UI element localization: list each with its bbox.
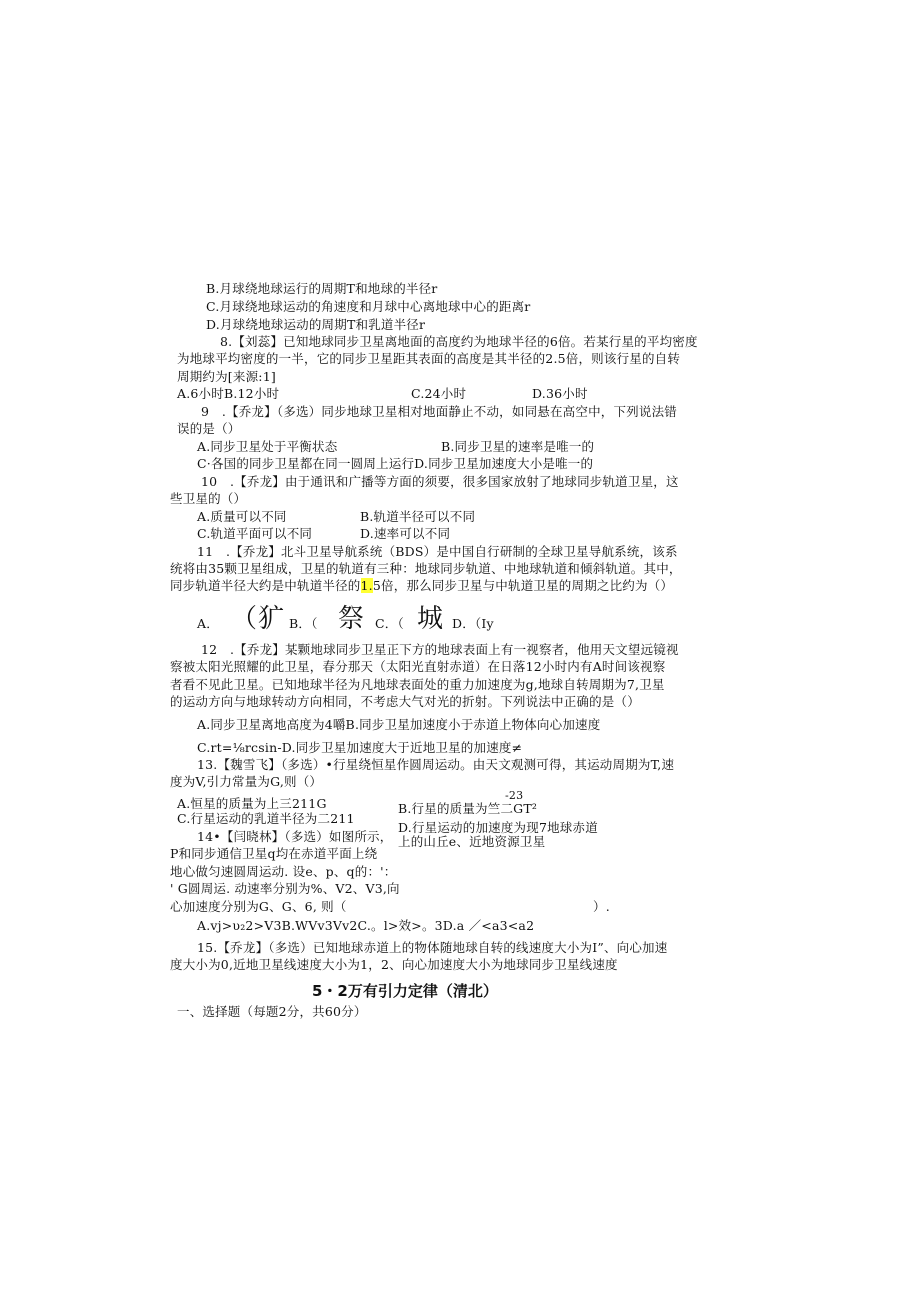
q15-line-2: 度大小为0,近地卫星线速度大小为1，2、向心加速度大小为地球同步卫星线速度 bbox=[170, 957, 618, 972]
q8-option-c: C.24小时 bbox=[411, 386, 467, 401]
q11-option-c-label: C．（ bbox=[375, 616, 404, 631]
q9-options-cd: C·各国的同步卫星都在同一圆周上运行D.同步卫星加速度大小是唯一的 bbox=[197, 456, 594, 471]
q14-line-5-end: ）. bbox=[593, 899, 610, 914]
q12-options-cd: C.rt=⅛rcsin-D.同步卫星加速度大于近地卫星的加速度≠ bbox=[197, 740, 523, 755]
q7-option-c: C.月球绕地球运动的角速度和月球中心离地球中心的距离r bbox=[206, 299, 531, 314]
q11-option-b-label: B．（ bbox=[289, 616, 318, 631]
q12-line-1: 12 .【乔龙】某颗地球同步卫星正下方的地球表面上有一视察者，他用天文望远镜视 bbox=[201, 642, 679, 657]
q14-line-5: 心加速度分别为G、G、6, 则（ bbox=[170, 899, 347, 914]
q13-superscript: -23 bbox=[505, 789, 524, 802]
q11-option-a-formula: （犷 bbox=[231, 604, 286, 634]
q11-line-3: 同步轨道半径大约是中轨道半径的1.5倍，那么同步卫星与中轨道卫星的周期之比约为（） bbox=[170, 578, 674, 593]
q13-option-d-line-1: D.行星运动的加速度为现7地球赤道 bbox=[398, 820, 598, 835]
q10-option-c: C.轨道平面可以不同 bbox=[197, 526, 313, 541]
q11-option-d: D．（Iy bbox=[452, 616, 494, 631]
q10-line-1: 10 .【乔龙】由于通讯和广播等方面的须要，很多国家放射了地球同步轨道卫星，这 bbox=[201, 474, 679, 489]
highlighted-text: 1. bbox=[360, 578, 373, 593]
q13-option-c: C.行星运动的乳道半径为二211 bbox=[177, 811, 355, 826]
q14-options: A.vj>υ₂2>V3B.WVv3Vv2C.。l>效>。3D.a ／<a3<a2 bbox=[197, 918, 535, 933]
q11-line-2: 统将由35颗卫星组成，卫星的轨道有三种：地球同步轨道、中地球轨道和倾斜轨道。其中， bbox=[170, 561, 682, 576]
q11-option-b-formula: 祭 bbox=[338, 604, 366, 634]
q14-line-3: 地心做匀速圆周运动. 设e、p、q的：'： bbox=[170, 864, 397, 879]
q13-line-1: 13.【魏雪飞】（多选）•行星绕恒星作圆周运动。由天文观测可得，其运动周期为T,速 bbox=[197, 757, 675, 772]
q13-option-a: A.恒星的质量为上三211G bbox=[177, 796, 327, 811]
q9-option-b: B.同步卫星的速率是唯一的 bbox=[441, 439, 595, 454]
section-subtitle: 一、选择题（每题2分，共60分） bbox=[177, 1004, 367, 1019]
q11-line-1: 11 .【乔龙】北斗卫星导航系统（BDS）是中国自行研制的全球卫星导航系统，该系 bbox=[197, 544, 678, 559]
q10-option-d: D.速率可以不同 bbox=[360, 526, 451, 541]
q12-line-3: 者看不见此卫星。已知地球半径为凡地球表面处的重力加速度为g,地球自转周期为7,卫星 bbox=[170, 677, 665, 692]
q10-line-2: 些卫星的（） bbox=[170, 491, 247, 506]
q13-option-b: B.行星的质量为竺二GT² bbox=[398, 801, 538, 816]
q12-line-4: 的运动方向与地球转动方向相同，不考虑大气对光的折射。下列说法中正确的是（） bbox=[170, 694, 640, 709]
q11-option-c-formula: 城 bbox=[417, 604, 445, 634]
q8-line-3: 周期约为[来源:1] bbox=[177, 369, 276, 384]
q10-option-a: A.质量可以不同 bbox=[197, 509, 287, 524]
q11-option-a-label: A． bbox=[197, 616, 219, 631]
q13-line-2: 度为V,引力常量为G,则（） bbox=[170, 774, 323, 789]
q10-option-b: B.轨道半径可以不同 bbox=[360, 509, 476, 524]
q9-option-a: A.同步卫星处于平衡状态 bbox=[197, 439, 338, 454]
section-title: 5・2万有引力定律（清北） bbox=[312, 982, 498, 1000]
q14-line-2: P和同步通信卫星q均在赤道平面上绕 bbox=[170, 846, 378, 861]
q9-line-2: 误的是（） bbox=[177, 421, 241, 436]
q8-options-ab: A.6小时B.12小时 bbox=[177, 386, 280, 401]
q14-line-1: 14•【闫晓林】（多选）如图所示， bbox=[197, 829, 393, 844]
q7-option-b: B.月球绕地球运行的周期T和地球的半径r bbox=[206, 281, 438, 296]
q8-option-d: D.36小时 bbox=[532, 386, 588, 401]
q13-option-d-line-2: 上的山丘e、近地资源卫星 bbox=[398, 834, 546, 849]
q8-line-2: 为地球平均密度的一半，它的同步卫星距其表面的高度是其半径的2.5倍，则该行星的自转 bbox=[177, 351, 681, 366]
q8-line-1: 8.【刘蕊】已知地球同步卫星离地面的高度约为地球半径的6倍。若某行星的平均密度 bbox=[220, 334, 698, 349]
q14-line-4: ' G圆周运. 动速率分别为%、V2、V3,向 bbox=[170, 881, 400, 896]
q7-option-d: D.月球绕地球运动的周期T和乳道半径r bbox=[206, 317, 426, 332]
q12-options-ab: A.同步卫星离地高度为4嚼B.同步卫星加速度小于赤道上物体向心加速度 bbox=[197, 717, 601, 732]
q9-line-1: 9 .【乔龙】（多选）同步地球卫星相对地面静止不动，如同悬在高空中，下列说法错 bbox=[201, 404, 677, 419]
q15-line-1: 15.【乔龙】（多选）已知地球赤道上的物体随地球自转的线速度大小为I”、向心加速 bbox=[197, 940, 668, 955]
q12-line-2: 察被太阳光照耀的此卫星，春分那天（太阳光直射赤道）在日落12小时内有A时间该视察 bbox=[170, 659, 666, 674]
